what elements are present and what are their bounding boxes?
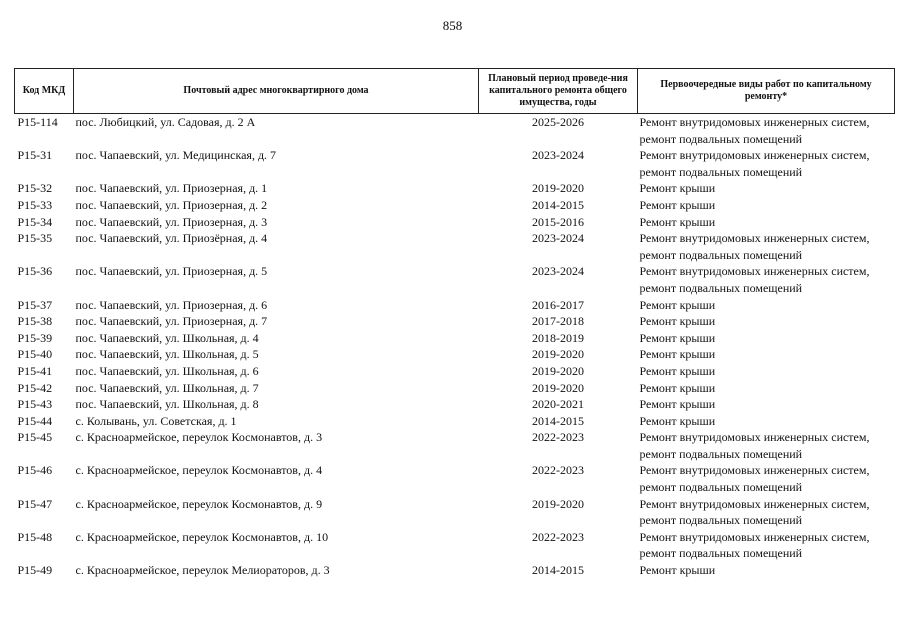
cell-code: Р15-46 xyxy=(17,463,53,478)
cell-period: 2019-2020 xyxy=(532,181,584,196)
cell-works xyxy=(638,413,895,430)
works-line: ремонт подвальных помещений xyxy=(639,546,803,561)
table-row xyxy=(15,396,895,413)
works-line: Ремонт крыши xyxy=(639,314,716,329)
cell-works xyxy=(638,230,895,263)
table-row xyxy=(15,363,895,380)
cell-period: 2019-2020 xyxy=(532,380,584,395)
cell-code: Р15-47 xyxy=(17,496,53,511)
cell-code: Р15-37 xyxy=(17,297,53,312)
cell-address: пос. Чапаевский, ул. Медицинская, д. 7 xyxy=(75,148,277,163)
cell-address: пос. Чапаевский, ул. Приозерная, д. 5 xyxy=(75,264,268,279)
table-row xyxy=(15,147,895,180)
header-row xyxy=(15,69,895,114)
cell-works xyxy=(638,462,895,495)
cell-works xyxy=(638,180,895,197)
cell-period: 2014-2015 xyxy=(532,563,584,578)
cell-period: 2018-2019 xyxy=(532,330,584,345)
works-line: Ремонт крыши xyxy=(639,181,716,196)
cell-works xyxy=(638,214,895,231)
table-row xyxy=(15,297,895,314)
works-line: Ремонт крыши xyxy=(639,330,716,345)
registry-table xyxy=(14,68,895,579)
works-line: Ремонт крыши xyxy=(639,397,716,412)
cell-works xyxy=(638,380,895,397)
table-row xyxy=(15,330,895,347)
cell-code: Р15-43 xyxy=(17,397,53,412)
works-line: Ремонт крыши xyxy=(639,297,716,312)
cell-code: Р15-32 xyxy=(17,181,53,196)
works-line: Ремонт внутридомовых инженерных систем, xyxy=(639,496,870,511)
cell-works xyxy=(638,330,895,347)
table-row xyxy=(15,230,895,263)
cell-address: пос. Чапаевский, ул. Школьная, д. 6 xyxy=(75,363,259,378)
cell-works xyxy=(638,529,895,562)
table-header xyxy=(15,69,895,114)
works-line: Ремонт внутридомовых инженерных систем, xyxy=(639,148,870,163)
works-line: Ремонт крыши xyxy=(639,347,716,362)
cell-code: Р15-49 xyxy=(17,563,53,578)
cell-works xyxy=(638,496,895,529)
cell-address: пос. Чапаевский, ул. Приозерная, д. 1 xyxy=(75,181,268,196)
works-line: Ремонт внутридомовых инженерных систем, xyxy=(639,231,870,246)
works-line: Ремонт крыши xyxy=(639,363,716,378)
cell-code: Р15-36 xyxy=(17,264,53,279)
cell-works xyxy=(638,346,895,363)
works-line: ремонт подвальных помещений xyxy=(639,164,803,179)
cell-period: 2015-2016 xyxy=(532,214,584,229)
works-line: Ремонт крыши xyxy=(639,563,716,578)
table-row xyxy=(15,346,895,363)
works-line: Ремонт внутридомовых инженерных систем, xyxy=(639,529,870,544)
cell-code: Р15-38 xyxy=(17,314,53,329)
cell-period: 2022-2023 xyxy=(532,463,584,478)
cell-works xyxy=(638,429,895,462)
cell-period: 2016-2017 xyxy=(532,297,584,312)
table-row xyxy=(15,380,895,397)
cell-address: с. Красноармейское, переулок Мелиораторов, д. 3 xyxy=(75,563,330,578)
works-line: Ремонт крыши xyxy=(639,413,716,428)
works-line: Ремонт внутридомовых инженерных систем, xyxy=(639,430,870,445)
page-number: 858 xyxy=(442,18,463,33)
table-row xyxy=(15,496,895,529)
cell-address: пос. Чапаевский, ул. Приозерная, д. 3 xyxy=(75,214,268,229)
cell-period: 2014-2015 xyxy=(532,413,584,428)
header-address: Почтовый адрес многоквартирного дома xyxy=(74,69,479,114)
cell-address: с. Красноармейское, переулок Космонавтов, д. 3 xyxy=(75,430,323,445)
works-line: Ремонт крыши xyxy=(639,214,716,229)
cell-address: пос. Чапаевский, ул. Школьная, д. 5 xyxy=(75,347,259,362)
works-line: Ремонт внутридомовых инженерных систем, xyxy=(639,463,870,478)
cell-address: пос. Чапаевский, ул. Приозёрная, д. 4 xyxy=(75,231,268,246)
cell-works xyxy=(638,197,895,214)
works-line: Ремонт внутридомовых инженерных систем, xyxy=(639,264,870,279)
cell-period: 2017-2018 xyxy=(532,314,584,329)
cell-period: 2023-2024 xyxy=(532,148,584,163)
cell-address: с. Колывань, ул. Советская, д. 1 xyxy=(75,413,237,428)
cell-works xyxy=(638,114,895,148)
table-row xyxy=(15,529,895,562)
cell-address: пос. Чапаевский, ул. Приозерная, д. 2 xyxy=(75,197,268,212)
cell-period: 2019-2020 xyxy=(532,363,584,378)
cell-code: Р15-41 xyxy=(17,363,53,378)
cell-period: 2019-2020 xyxy=(532,496,584,511)
cell-works xyxy=(638,313,895,330)
header-code: Код МКД xyxy=(15,69,74,114)
works-line: ремонт подвальных помещений xyxy=(639,280,803,295)
cell-address: пос. Чапаевский, ул. Школьная, д. 4 xyxy=(75,330,259,345)
cell-works xyxy=(638,363,895,380)
cell-code: Р15-31 xyxy=(17,148,53,163)
cell-period: 2023-2024 xyxy=(532,231,584,246)
cell-period: 2022-2023 xyxy=(532,529,584,544)
works-line: ремонт подвальных помещений xyxy=(639,480,803,495)
table-row xyxy=(15,313,895,330)
works-line: ремонт подвальных помещений xyxy=(639,131,803,146)
cell-code: Р15-39 xyxy=(17,330,53,345)
cell-works xyxy=(638,396,895,413)
works-line: Ремонт крыши xyxy=(639,380,716,395)
cell-period: 2014-2015 xyxy=(532,197,584,212)
works-line: ремонт подвальных помещений xyxy=(639,513,803,528)
cell-works xyxy=(638,147,895,180)
cell-code: Р15-45 xyxy=(17,430,53,445)
cell-address: пос. Чапаевский, ул. Школьная, д. 8 xyxy=(75,397,259,412)
table-row xyxy=(15,429,895,462)
table-row xyxy=(15,197,895,214)
table-row xyxy=(15,413,895,430)
cell-period: 2022-2023 xyxy=(532,430,584,445)
works-line: ремонт подвальных помещений xyxy=(639,247,803,262)
cell-code: Р15-40 xyxy=(17,347,53,362)
cell-address: пос. Чапаевский, ул. Приозерная, д. 7 xyxy=(75,314,268,329)
table-body xyxy=(15,114,895,579)
cell-works xyxy=(638,263,895,296)
cell-address: с. Красноармейское, переулок Космонавтов, д. 4 xyxy=(75,463,323,478)
cell-address: пос. Чапаевский, ул. Школьная, д. 7 xyxy=(75,380,259,395)
cell-code: Р15-34 xyxy=(17,214,53,229)
cell-period: 2019-2020 xyxy=(532,347,584,362)
cell-code: Р15-42 xyxy=(17,380,53,395)
cell-works xyxy=(638,297,895,314)
cell-period: 2023-2024 xyxy=(532,264,584,279)
works-line: ремонт подвальных помещений xyxy=(639,446,803,461)
cell-period: 2025-2026 xyxy=(532,115,584,129)
works-line: Ремонт крыши xyxy=(639,197,716,212)
table-row xyxy=(15,263,895,296)
table-row xyxy=(15,114,895,148)
table-row xyxy=(15,180,895,197)
cell-code: Р15-33 xyxy=(17,197,53,212)
table-row xyxy=(15,214,895,231)
table-row xyxy=(15,462,895,495)
cell-code: Р15-114 xyxy=(17,115,58,129)
cell-address: пос. Любицкий, ул. Садовая, д. 2 А xyxy=(75,115,256,129)
table-row xyxy=(15,562,895,579)
cell-code: Р15-48 xyxy=(17,529,53,544)
cell-code: Р15-44 xyxy=(17,413,53,428)
cell-address: пос. Чапаевский, ул. Приозерная, д. 6 xyxy=(75,297,268,312)
works-line: Ремонт внутридомовых инженерных систем, xyxy=(639,115,870,129)
cell-address: с. Красноармейское, переулок Космонавтов, д. 9 xyxy=(75,496,323,511)
header-works: Первоочередные виды работ по капитальному ремонту* xyxy=(638,69,895,114)
cell-works xyxy=(638,562,895,579)
cell-code: Р15-35 xyxy=(17,231,53,246)
cell-period: 2020-2021 xyxy=(532,397,584,412)
cell-address: с. Красноармейское, переулок Космонавтов, д. 10 xyxy=(75,529,329,544)
header-period: Плановый период проведе-ния капитального ремонта общего имущества, годы xyxy=(479,69,638,114)
